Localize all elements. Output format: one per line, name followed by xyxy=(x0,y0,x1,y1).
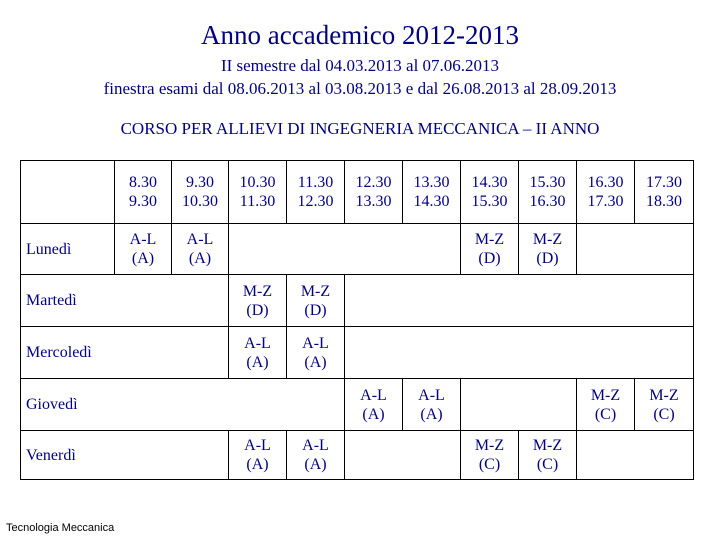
corner-cell xyxy=(20,160,115,224)
lesson-cell: A-L (A) xyxy=(286,430,345,480)
lesson-cell: M-Z (D) xyxy=(460,223,519,275)
timetable xyxy=(20,160,710,480)
course-heading: CORSO PER ALLIEVI DI INGEGNERIA MECCANICA – II ANNO xyxy=(120,119,600,138)
lesson-cell: M-Z (D) xyxy=(286,274,345,327)
lesson-cell: M-Z (D) xyxy=(228,274,287,327)
lesson-cell: A-L (A) xyxy=(402,378,461,431)
lesson-cell: M-Z (C) xyxy=(576,378,635,431)
empty-block xyxy=(344,326,694,379)
lesson-cell: A-L (A) xyxy=(228,430,287,480)
slot-header: 9.30 10.30 xyxy=(171,160,229,224)
slot-header: 13.30 14.30 xyxy=(402,160,461,224)
slot-header: 12.30 13.30 xyxy=(344,160,403,224)
lesson-cell: A-L (A) xyxy=(114,223,172,275)
lesson-cell: M-Z (C) xyxy=(518,430,577,480)
slot-header: 10.30 11.30 xyxy=(228,160,287,224)
day-label-venerdi: Venerdì xyxy=(20,430,229,480)
slot-header: 15.30 16.30 xyxy=(518,160,577,224)
slot-header: 14.30 15.30 xyxy=(460,160,519,224)
slot-header: 16.30 17.30 xyxy=(576,160,635,224)
empty-block xyxy=(460,378,577,431)
page-title: Anno accademico 2012-2013 xyxy=(201,20,519,50)
slot-header: 11.30 12.30 xyxy=(286,160,345,224)
empty-block xyxy=(228,223,461,275)
lesson-cell: A-L (A) xyxy=(286,326,345,379)
lesson-cell: M-Z (C) xyxy=(460,430,519,480)
empty-block xyxy=(344,274,694,327)
empty-block xyxy=(576,430,694,480)
slot-header: 17.30 18.30 xyxy=(634,160,694,224)
day-label-giovedi: Giovedì xyxy=(20,378,345,431)
empty-block xyxy=(344,430,461,480)
lesson-cell: A-L (A) xyxy=(344,378,403,431)
lesson-cell: M-Z (D) xyxy=(518,223,577,275)
slot-header: 8.30 9.30 xyxy=(114,160,172,224)
day-label-martedi: Martedì xyxy=(20,274,229,327)
lesson-cell: M-Z (C) xyxy=(634,378,694,431)
empty-block xyxy=(576,223,694,275)
day-label-lunedi: Lunedì xyxy=(20,223,115,275)
exam-window: finestra esami dal 08.06.2013 al 03.08.2013 e dal 26.08.2013 al 28.09.2013 xyxy=(103,79,617,98)
semester-dates: II semestre dal 04.03.2013 al 07.06.2013 xyxy=(220,56,500,75)
lesson-cell: A-L (A) xyxy=(171,223,229,275)
footer-label: Tecnologia Meccanica xyxy=(6,522,115,534)
lesson-cell: A-L (A) xyxy=(228,326,287,379)
day-label-mercoledi: Mercoledì xyxy=(20,326,229,379)
